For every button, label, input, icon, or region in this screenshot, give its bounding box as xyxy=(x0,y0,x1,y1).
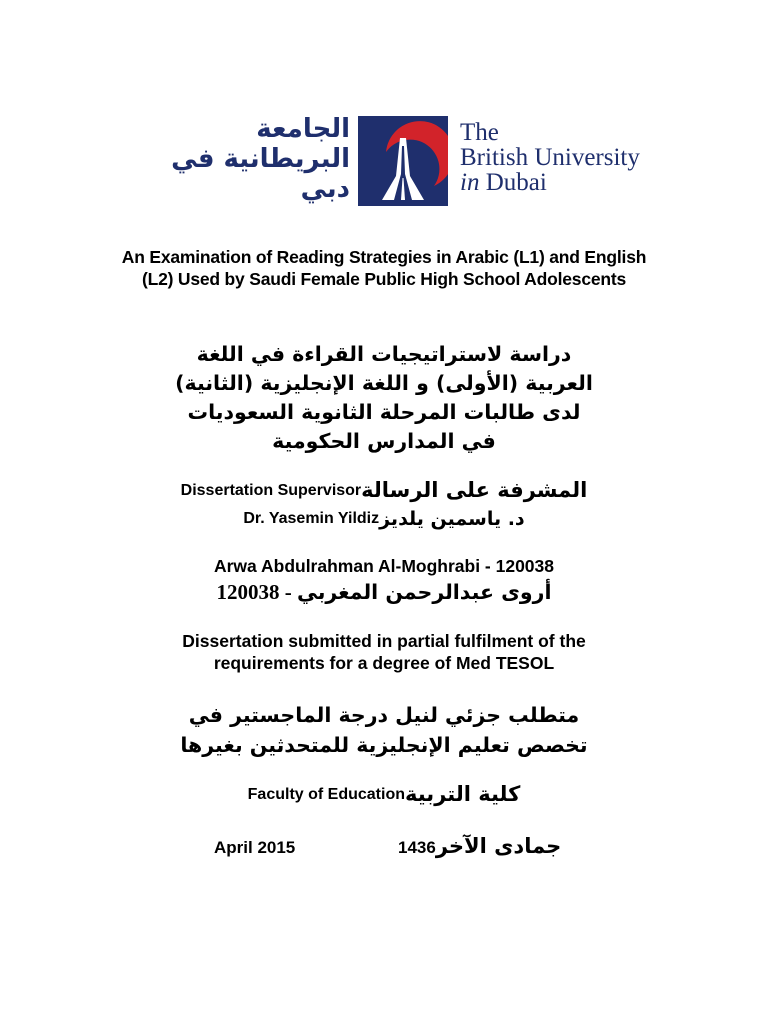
submission-english xyxy=(120,630,648,674)
supervisor-name-arabic: د. ياسمين يلديز xyxy=(379,508,525,530)
date-hijri-year: 1436 xyxy=(398,838,436,857)
submission-english-line-1: Dissertation submitted in partial fulfilment of the xyxy=(182,631,586,651)
submission-arabic-line-2: تخصص تعليم الإنجليزية للمتحدثين بغيرها xyxy=(180,733,588,757)
university-emblem-icon xyxy=(358,116,448,206)
author-arabic xyxy=(120,578,648,606)
title-arabic xyxy=(120,340,648,456)
logo-arabic-line-3: دبي xyxy=(300,174,350,204)
submission-arabic xyxy=(120,700,648,760)
faculty-english: Faculty of Education xyxy=(247,786,405,803)
logo-english-in: in xyxy=(460,169,480,196)
logo-english-line-1: The xyxy=(460,119,499,146)
logo-arabic-text xyxy=(154,114,350,204)
author-english: Arwa Abdulrahman Al-Moghrabi - 120038 xyxy=(213,556,555,576)
title-arabic-line-4: في المدارس الحكومية xyxy=(272,429,496,453)
title-arabic-line-3: لدى طالبات المرحلة الثانوية السعوديات xyxy=(187,400,581,424)
supervisor-label-arabic: المشرفة على الرسالة xyxy=(361,478,588,502)
date-english: April 2015 xyxy=(214,838,296,857)
author-arabic-name: أروى عبدالرحمن المغربي xyxy=(296,580,552,604)
logo-english-text xyxy=(460,120,650,195)
author-arabic-id: 120038 xyxy=(216,580,280,604)
submission-arabic-line-1: متطلب جزئي لنيل درجة الماجستير في xyxy=(188,703,580,727)
supervisor-name-row xyxy=(120,508,648,530)
date-hijri xyxy=(398,834,561,858)
submission-english-line-2: requirements for a degree of Med TESOL xyxy=(213,653,555,673)
logo-english-line-3 xyxy=(460,170,650,195)
supervisor-name-english: Dr. Yasemin Yildiz xyxy=(243,510,380,527)
faculty-row xyxy=(120,782,648,806)
logo-arabic-line-2: البريطانية في xyxy=(171,144,350,174)
logo-english-dubai: Dubai xyxy=(479,169,547,196)
author-arabic-separator: - xyxy=(279,580,297,604)
supervisor-label-english: Dissertation Supervisor xyxy=(180,482,362,499)
supervisor-label-row xyxy=(120,478,648,502)
title-arabic-line-2: العربية (الأولى) و اللغة الإنجليزية (الثانية) xyxy=(175,371,593,395)
logo-english-line-2: British University xyxy=(460,144,640,171)
title-english: An Examination of Reading Strategies in Arabic (L1) and English (L2) Used by Saudi Female Public High School Adolescents xyxy=(121,247,647,289)
university-logo xyxy=(150,112,650,208)
logo-arabic-line-1: الجامعة xyxy=(256,114,350,144)
faculty-arabic: كلية التربية xyxy=(405,782,521,806)
date-hijri-month: جمادى الآخر xyxy=(435,834,562,858)
title-arabic-line-1: دراسة لاستراتيجيات القراءة في اللغة xyxy=(196,342,572,366)
